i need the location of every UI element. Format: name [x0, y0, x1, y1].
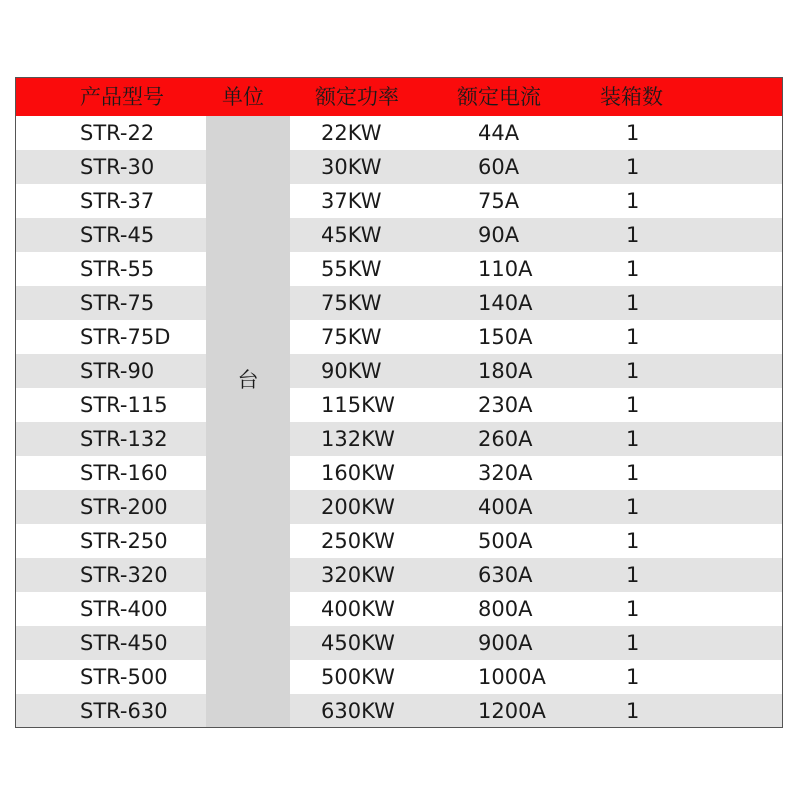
table-row	[16, 558, 782, 592]
table-row	[16, 286, 782, 320]
header-current: 额定电流	[457, 85, 541, 109]
table-body	[16, 116, 782, 728]
header-qty: 装箱数	[600, 85, 663, 109]
cell-power: 45KW	[321, 223, 382, 247]
unit-column	[206, 116, 290, 728]
cell-model: STR-55	[80, 257, 155, 281]
table-row	[16, 218, 782, 252]
cell-qty: 1	[626, 427, 640, 451]
table-row	[16, 592, 782, 626]
cell-qty: 1	[626, 291, 640, 315]
cell-model: STR-30	[80, 155, 155, 179]
cell-current: 400A	[478, 495, 533, 519]
cell-current: 230A	[478, 393, 533, 417]
cell-power: 250KW	[321, 529, 395, 553]
cell-power: 90KW	[321, 359, 382, 383]
cell-current: 320A	[478, 461, 533, 485]
table-row	[16, 116, 782, 150]
table-row	[16, 252, 782, 286]
cell-current: 630A	[478, 563, 533, 587]
header-unit: 单位	[222, 85, 264, 109]
cell-current: 110A	[478, 257, 533, 281]
table-row	[16, 422, 782, 456]
cell-power: 320KW	[321, 563, 395, 587]
table-row	[16, 660, 782, 694]
cell-model: STR-75	[80, 291, 155, 315]
cell-current: 150A	[478, 325, 533, 349]
cell-qty: 1	[626, 597, 640, 621]
cell-power: 75KW	[321, 291, 382, 315]
cell-current: 44A	[478, 121, 520, 145]
cell-model: STR-132	[80, 427, 168, 451]
cell-model: STR-90	[80, 359, 155, 383]
cell-qty: 1	[626, 461, 640, 485]
cell-qty: 1	[626, 699, 640, 723]
cell-model: STR-37	[80, 189, 155, 213]
cell-power: 500KW	[321, 665, 395, 689]
cell-power: 30KW	[321, 155, 382, 179]
cell-current: 800A	[478, 597, 533, 621]
cell-model: STR-630	[80, 699, 168, 723]
cell-model: STR-500	[80, 665, 168, 689]
cell-qty: 1	[626, 563, 640, 587]
cell-model: STR-75D	[80, 325, 171, 349]
cell-qty: 1	[626, 325, 640, 349]
cell-current: 140A	[478, 291, 533, 315]
cell-qty: 1	[626, 121, 640, 145]
table-row	[16, 388, 782, 422]
cell-power: 160KW	[321, 461, 395, 485]
cell-power: 55KW	[321, 257, 382, 281]
cell-qty: 1	[626, 495, 640, 519]
cell-model: STR-250	[80, 529, 168, 553]
cell-model: STR-45	[80, 223, 155, 247]
cell-current: 90A	[478, 223, 520, 247]
cell-current: 60A	[478, 155, 520, 179]
cell-model: STR-160	[80, 461, 168, 485]
unit-value: 台	[237, 368, 259, 392]
table-row	[16, 150, 782, 184]
table-row	[16, 694, 782, 728]
cell-qty: 1	[626, 665, 640, 689]
cell-model: STR-320	[80, 563, 168, 587]
header-power: 额定功率	[315, 85, 399, 109]
cell-model: STR-22	[80, 121, 155, 145]
cell-current: 180A	[478, 359, 533, 383]
cell-qty: 1	[626, 155, 640, 179]
table-row	[16, 490, 782, 524]
cell-model: STR-400	[80, 597, 168, 621]
cell-current: 900A	[478, 631, 533, 655]
cell-current: 260A	[478, 427, 533, 451]
cell-power: 400KW	[321, 597, 395, 621]
table-row	[16, 626, 782, 660]
cell-qty: 1	[626, 393, 640, 417]
cell-current: 75A	[478, 189, 520, 213]
cell-qty: 1	[626, 189, 640, 213]
table-row	[16, 354, 782, 388]
table-row	[16, 524, 782, 558]
cell-power: 132KW	[321, 427, 395, 451]
cell-model: STR-200	[80, 495, 168, 519]
cell-qty: 1	[626, 631, 640, 655]
cell-power: 200KW	[321, 495, 395, 519]
header-model: 产品型号	[80, 85, 164, 109]
cell-model: STR-450	[80, 631, 168, 655]
cell-power: 75KW	[321, 325, 382, 349]
cell-qty: 1	[626, 257, 640, 281]
cell-current: 1000A	[478, 665, 546, 689]
cell-power: 450KW	[321, 631, 395, 655]
spec-table	[15, 77, 783, 728]
cell-qty: 1	[626, 529, 640, 553]
cell-current: 1200A	[478, 699, 546, 723]
cell-qty: 1	[626, 359, 640, 383]
cell-power: 22KW	[321, 121, 382, 145]
cell-current: 500A	[478, 529, 533, 553]
cell-qty: 1	[626, 223, 640, 247]
cell-power: 630KW	[321, 699, 395, 723]
cell-power: 115KW	[321, 393, 395, 417]
table-header	[16, 78, 782, 116]
table-row	[16, 184, 782, 218]
table-row	[16, 320, 782, 354]
cell-power: 37KW	[321, 189, 382, 213]
table-row	[16, 456, 782, 490]
cell-model: STR-115	[80, 393, 168, 417]
